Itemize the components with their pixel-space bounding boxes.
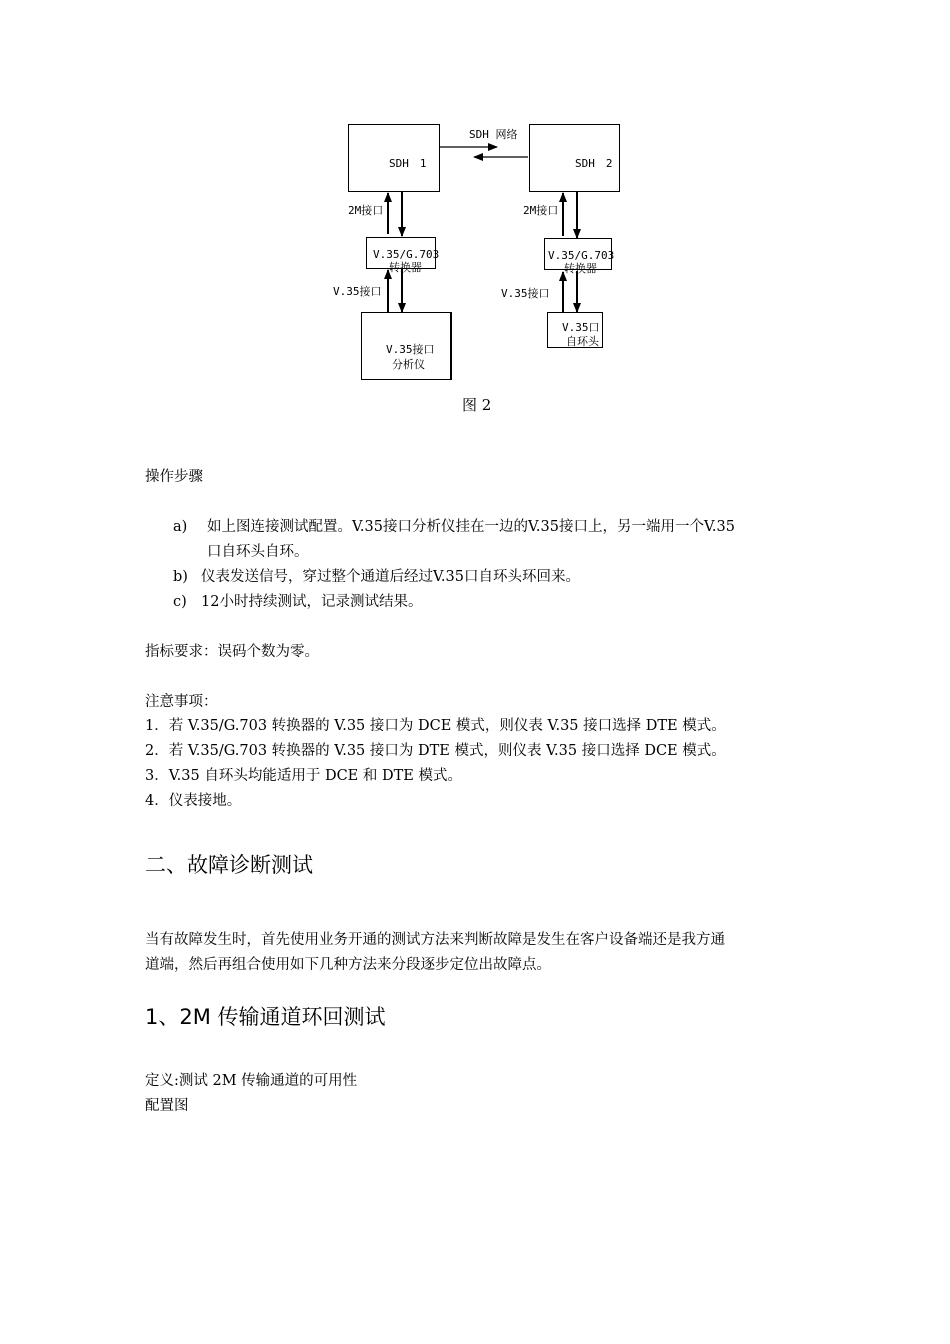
right-converter-box [544, 238, 615, 275]
step-a-line2: 口自环头自环。 [207, 544, 309, 560]
right-converter-label-1: V.35/G.703 [548, 249, 615, 262]
v35-analyzer-box [361, 312, 452, 380]
section2-1-heading: 1、2M 传输通道环回测试 [145, 1005, 386, 1029]
left-converter-label-1: V.35/G.703 [373, 248, 440, 261]
analyzer-label-1: V.35接口 [386, 343, 435, 356]
note-1: 1．若 V.35/G.703 转换器的 V.35 接口为 DCE 模式，则仪表 V.35 接口选择 DTE 模式。 [145, 718, 726, 734]
sdh1-label: SDH 1 [389, 157, 427, 170]
note-2: 2．若 V.35/G.703 转换器的 V.35 接口为 DTE 模式，则仪表 V.35 接口选择 DCE 模式。 [145, 743, 726, 759]
v35-loopback-box [547, 312, 603, 348]
note-3: 3．V.35 自环头均能适用于 DCE 和 DTE 模式。 [145, 768, 462, 784]
sdh1-box [348, 124, 440, 192]
left-converter-box [366, 237, 440, 274]
left-2m-port-label: 2M接口 [348, 204, 384, 217]
config-diagram-label: 配置图 [145, 1098, 189, 1114]
right-v35-port-label: V.35接口 [501, 287, 550, 300]
left-v35-port-label: V.35接口 [333, 285, 382, 298]
network-label: SDH 网络 [469, 128, 518, 141]
step-a-marker: a) [173, 519, 188, 535]
loopback-label-2: 自环头 [566, 335, 599, 348]
step-b-marker: b) [173, 569, 188, 585]
section2-para-line1: 当有故障发生时，首先使用业务开通的测试方法来判断故障是发生在客户设备端还是我方通 [145, 932, 725, 948]
section2-para-line2: 道端，然后再组合使用如下几种方法来分段逐步定位出故障点。 [145, 957, 551, 973]
steps-title: 操作步骤 [145, 469, 203, 485]
step-b-text: 仪表发送信号，穿过整个通道后经过V.35口自环头环回来。 [201, 569, 580, 585]
step-a-line1: 如上图连接测试配置。V.35接口分析仪挂在一边的V.35接口上，另一端用一个V.35 [207, 519, 735, 535]
left-converter-label-2: 转换器 [389, 261, 422, 274]
requirement-text: 指标要求：误码个数为零。 [145, 644, 319, 660]
note-4: 4．仪表接地。 [145, 793, 242, 809]
right-converter-label-2: 转换器 [564, 262, 597, 275]
analyzer-label-2: 分析仪 [392, 358, 425, 371]
diagram-connectors [0, 0, 950, 420]
step-c-marker: c) [173, 594, 187, 610]
sdh2-box [529, 124, 620, 192]
definition-text: 定义:测试 2M 传输通道的可用性 [145, 1073, 358, 1089]
figure-caption: 图 2 [462, 396, 492, 414]
sdh2-label: SDH 2 [575, 157, 613, 170]
section2-heading: 二、故障诊断测试 [145, 853, 313, 877]
loopback-label-1: V.35口 [562, 321, 600, 334]
notes-title: 注意事项： [145, 694, 218, 710]
step-c-text: 12小时持续测试，记录测试结果。 [201, 594, 423, 610]
right-2m-port-label: 2M接口 [523, 204, 559, 217]
